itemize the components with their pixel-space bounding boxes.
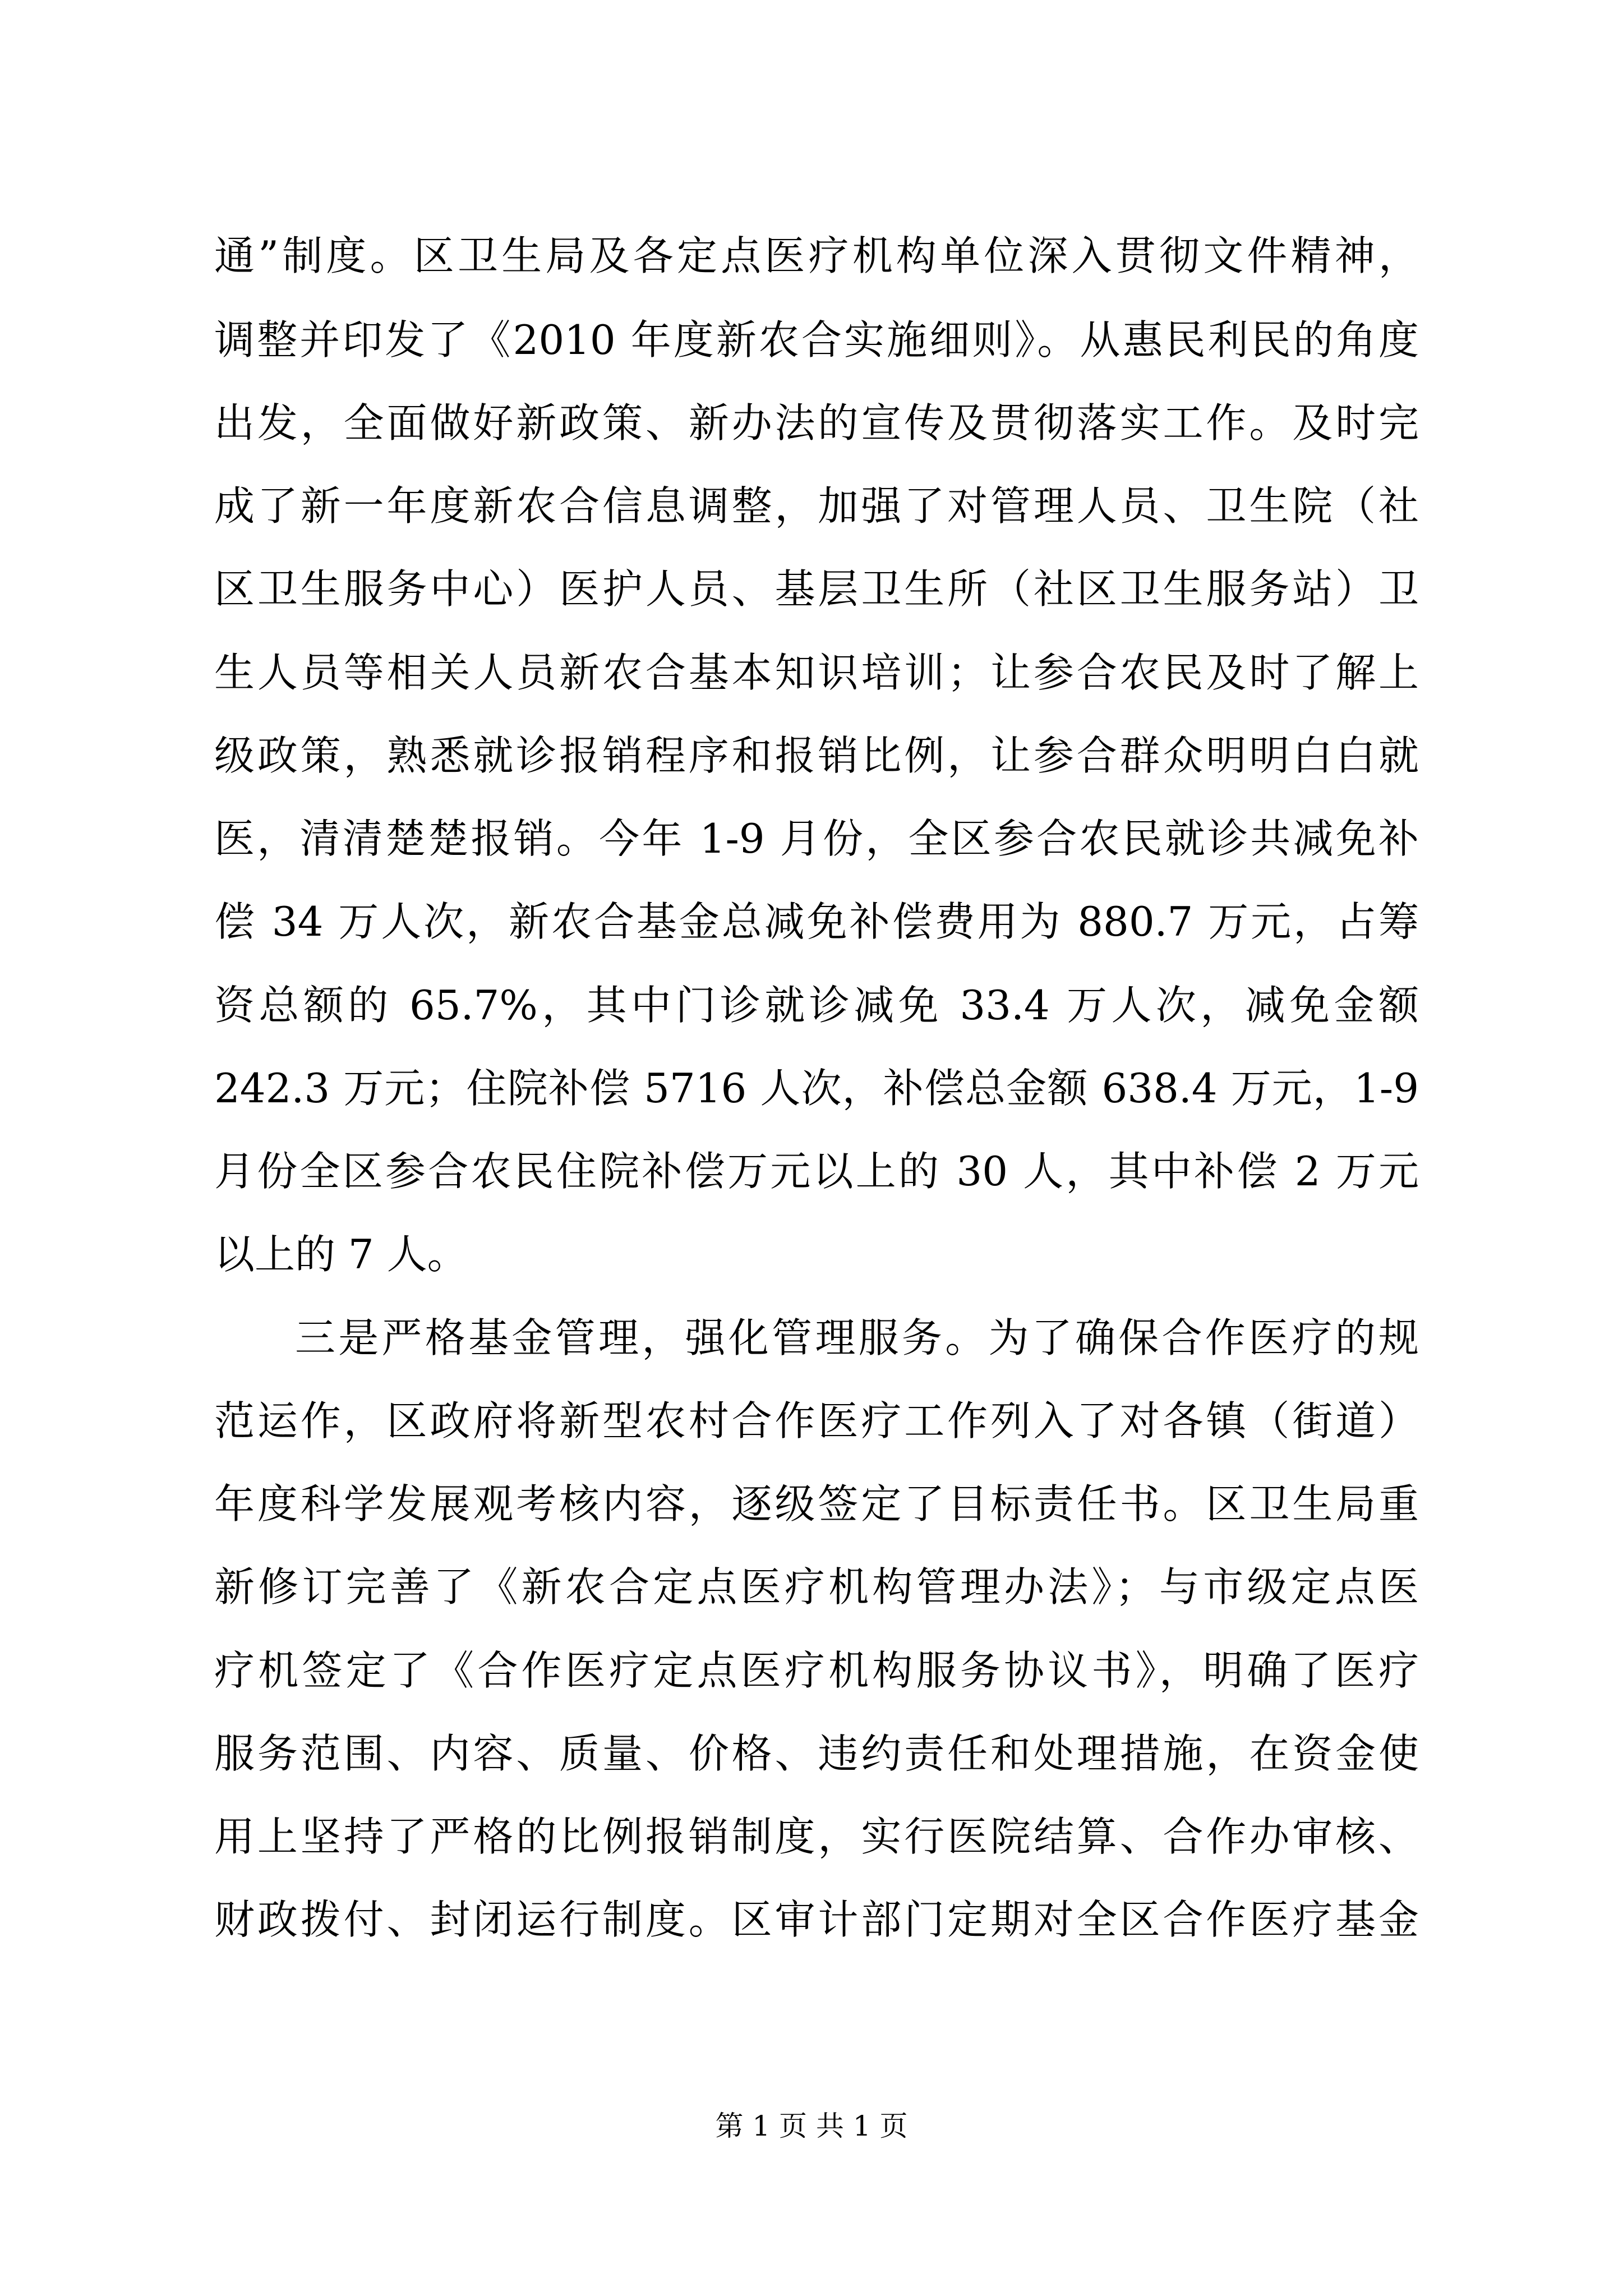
text-line: 年度科学发展观考核内容，逐级签定了目标责任书。区卫生局重 — [214, 1480, 1419, 1527]
text-line: 出发，全面做好新政策、新办法的宣传及贯彻落实工作。及时完 — [214, 399, 1419, 447]
text-line: 月份全区参合农民住院补偿万元以上的 30 人，其中补偿 2 万元 — [214, 1148, 1419, 1195]
text-line: 调整并印发了《2010 年度新农合实施细则》。从惠民利民的角度 — [214, 316, 1419, 364]
text-line: 疗机签定了《合作医疗定点医疗机构服务协议书》，明确了医疗 — [214, 1647, 1419, 1694]
text-line: 级政策，熟悉就诊报销程序和报销比例，让参合群众明明白白就 — [214, 732, 1419, 779]
text-line: 区卫生服务中心）医护人员、基层卫生所（社区卫生服务站）卫 — [214, 565, 1419, 613]
text-line: 服务范围、内容、质量、价格、违约责任和处理措施，在资金使 — [214, 1730, 1419, 1777]
text-line: 范运作，区政府将新型农村合作医疗工作列入了对各镇（街道） — [214, 1397, 1419, 1444]
text-line: 生人员等相关人员新农合基本知识培训；让参合农民及时了解上 — [214, 649, 1419, 696]
text-line: 医，清清楚楚报销。今年 1-9 月份，全区参合农民就诊共减免补 — [214, 815, 1419, 862]
text-line: 通”制度。区卫生局及各定点医疗机构单位深入贯彻文件精神， — [214, 232, 1419, 279]
text-line: 财政拨付、封闭运行制度。区审计部门定期对全区合作医疗基金 — [214, 1896, 1419, 1943]
text-line: 用上坚持了严格的比例报销制度，实行医院结算、合作办审核、 — [214, 1813, 1419, 1860]
text-line: 偿 34 万人次，新农合基金总减免补偿费用为 880.7 万元，占筹 — [214, 898, 1419, 945]
text-line: 资总额的 65.7%，其中门诊就诊减免 33.4 万人次，减免金额 — [214, 982, 1419, 1029]
text-line: 新修订完善了《新农合定点医疗机构管理办法》；与市级定点医 — [214, 1563, 1419, 1611]
paragraph-end-line: 以上的 7 人。 — [214, 1231, 468, 1278]
page-footer: 第 1 页 共 1 页 — [715, 2110, 908, 2142]
text-line: 成了新一年度新农合信息调整，加强了对管理人员、卫生院（社 — [214, 482, 1419, 530]
paragraph-first-line: 三是严格基金管理，强化管理服务。为了确保合作医疗的规 — [295, 1314, 1419, 1361]
text-line: 242.3 万元；住院补偿 5716 人次，补偿总金额 638.4 万元，1-9 — [214, 1065, 1419, 1112]
